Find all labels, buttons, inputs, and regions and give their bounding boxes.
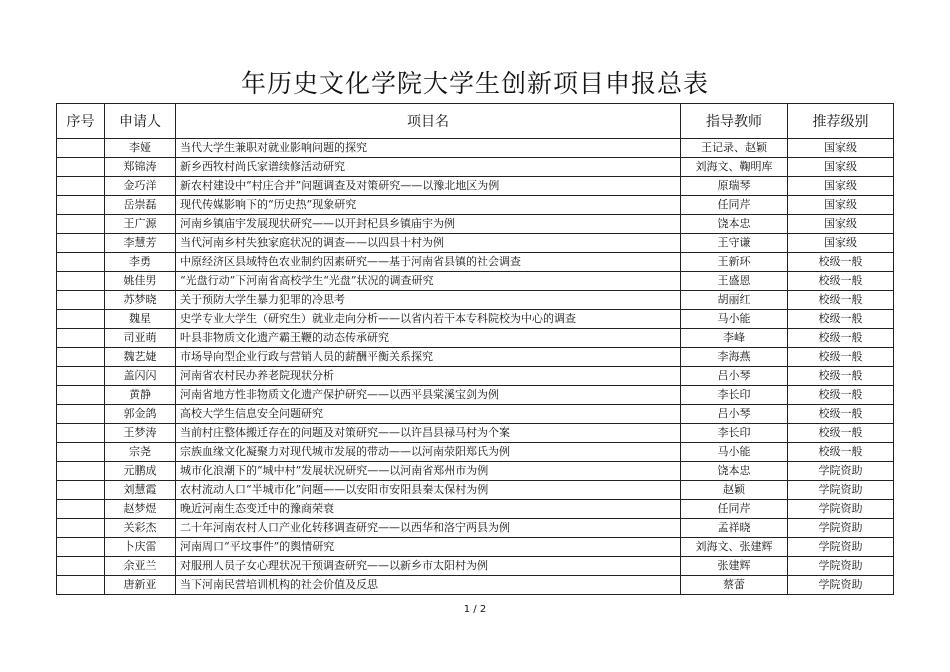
applicant-name: 余亚兰	[105, 557, 176, 576]
row-number	[57, 139, 105, 158]
advisor-name: 吕小琴	[681, 405, 788, 424]
advisor-name: 马小能	[681, 310, 788, 329]
recommend-level: 国家级	[788, 196, 894, 215]
applicant-name: 盖闪闪	[105, 367, 176, 386]
project-table	[56, 103, 894, 595]
applicant-name: 唐新亚	[105, 576, 176, 595]
table-row	[57, 443, 894, 462]
project-name: 晚近河南生态变迁中的豫商荣衰	[176, 500, 681, 519]
advisor-name: 王守谦	[681, 234, 788, 253]
row-number	[57, 253, 105, 272]
project-name: 河南乡镇庙宇发展现状研究——以开封杞县乡镇庙宇为例	[176, 215, 681, 234]
recommend-level: 学院资助	[788, 519, 894, 538]
project-name: 农村流动人口“半城市化”问题——以安阳市安阳县秦太保村为例	[176, 481, 681, 500]
header-level: 推荐级别	[788, 104, 894, 139]
applicant-name: 郭金鸽	[105, 405, 176, 424]
row-number	[57, 443, 105, 462]
advisor-name: 原瑞琴	[681, 177, 788, 196]
row-number	[57, 519, 105, 538]
applicant-name: 姚佳男	[105, 272, 176, 291]
row-number	[57, 576, 105, 595]
header-applicant: 申请人	[105, 104, 176, 139]
recommend-level: 国家级	[788, 234, 894, 253]
row-number	[57, 462, 105, 481]
advisor-name: 吕小琴	[681, 367, 788, 386]
table-row	[57, 462, 894, 481]
table-row	[57, 481, 894, 500]
advisor-name: 李峰	[681, 329, 788, 348]
table-row	[57, 139, 894, 158]
advisor-name: 饶本忠	[681, 215, 788, 234]
row-number	[57, 177, 105, 196]
row-number	[57, 557, 105, 576]
recommend-level: 国家级	[788, 158, 894, 177]
header-no: 序号	[57, 104, 105, 139]
project-name: 河南省地方性非物质文化遗产保护研究——以西平县棠溪宝剑为例	[176, 386, 681, 405]
applicant-name: 宗尧	[105, 443, 176, 462]
advisor-name: 任同芹	[681, 500, 788, 519]
row-number	[57, 196, 105, 215]
recommend-level: 国家级	[788, 177, 894, 196]
row-number	[57, 291, 105, 310]
recommend-level: 校级一般	[788, 310, 894, 329]
page-title: 年历史文化学院大学生创新项目申报总表	[240, 69, 709, 98]
project-name: 新农村建设中“村庄合并”问题调查及对策研究——以豫北地区为例	[176, 177, 681, 196]
row-number	[57, 215, 105, 234]
table-row	[57, 519, 894, 538]
project-name: 当代河南乡村失独家庭状况的调查——以四县十村为例	[176, 234, 681, 253]
applicant-name: 李勇	[105, 253, 176, 272]
table-header-row	[57, 104, 894, 139]
recommend-level: 校级一般	[788, 405, 894, 424]
row-number	[57, 329, 105, 348]
applicant-name: 金巧洋	[105, 177, 176, 196]
recommend-level: 学院资助	[788, 481, 894, 500]
row-number	[57, 367, 105, 386]
project-name: 当代大学生兼职对就业影响问题的探究	[176, 139, 681, 158]
applicant-name: 赵梦煜	[105, 500, 176, 519]
project-name: 高校大学生信息安全问题研究	[176, 405, 681, 424]
row-number	[57, 234, 105, 253]
advisor-name: 李海燕	[681, 348, 788, 367]
recommend-level: 校级一般	[788, 291, 894, 310]
recommend-level: 校级一般	[788, 272, 894, 291]
table-row	[57, 196, 894, 215]
row-number	[57, 386, 105, 405]
applicant-name: 魏星	[105, 310, 176, 329]
header-project: 项目名	[176, 104, 681, 139]
advisor-name: 赵颖	[681, 481, 788, 500]
row-number	[57, 348, 105, 367]
advisor-name: 王记录、赵颖	[681, 139, 788, 158]
project-name: 宗族血缘文化凝聚力对现代城市发展的带动——以河南荥阳郑氏为例	[176, 443, 681, 462]
project-name: 对服刑人员子女心理状况干预调查研究——以新乡市太阳村为例	[176, 557, 681, 576]
recommend-level: 学院资助	[788, 576, 894, 595]
advisor-name: 胡丽红	[681, 291, 788, 310]
recommend-level: 校级一般	[788, 367, 894, 386]
table-row	[57, 538, 894, 557]
applicant-name: 卜庆雷	[105, 538, 176, 557]
applicant-name: 黄静	[105, 386, 176, 405]
project-name: 现代传媒影响下的“历史热”现象研究	[176, 196, 681, 215]
row-number	[57, 272, 105, 291]
recommend-level: 学院资助	[788, 538, 894, 557]
advisor-name: 刘海文、张建辉	[681, 538, 788, 557]
table-row	[57, 405, 894, 424]
advisor-name: 蔡蕾	[681, 576, 788, 595]
applicant-name: 王梦涛	[105, 424, 176, 443]
table-row	[57, 329, 894, 348]
project-name: 史学专业大学生（研究生）就业走向分析——以省内若干本专科院校为中心的调查	[176, 310, 681, 329]
advisor-name: 王新环	[681, 253, 788, 272]
table-row	[57, 310, 894, 329]
table-row	[57, 253, 894, 272]
advisor-name: 张建辉	[681, 557, 788, 576]
project-name: 叶县非物质文化遗产霸王鞭的动态传承研究	[176, 329, 681, 348]
advisor-name: 饶本忠	[681, 462, 788, 481]
applicant-name: 岳崇磊	[105, 196, 176, 215]
advisor-name: 刘海文、鞠明库	[681, 158, 788, 177]
table-row	[57, 557, 894, 576]
applicant-name: 魏艺婕	[105, 348, 176, 367]
advisor-name: 李长印	[681, 386, 788, 405]
table-row	[57, 272, 894, 291]
applicant-name: 苏梦晓	[105, 291, 176, 310]
recommend-level: 校级一般	[788, 424, 894, 443]
recommend-level: 学院资助	[788, 500, 894, 519]
table-row	[57, 177, 894, 196]
project-name: 关于预防大学生暴力犯罪的冷思考	[176, 291, 681, 310]
row-number	[57, 538, 105, 557]
row-number	[57, 310, 105, 329]
recommend-level: 国家级	[788, 215, 894, 234]
recommend-level: 校级一般	[788, 329, 894, 348]
row-number	[57, 158, 105, 177]
table-row	[57, 386, 894, 405]
table-row	[57, 291, 894, 310]
table-row	[57, 424, 894, 443]
project-name: 城市化浪潮下的“城中村”发展状况研究——以河南省郑州市为例	[176, 462, 681, 481]
recommend-level: 国家级	[788, 139, 894, 158]
advisor-name: 李长印	[681, 424, 788, 443]
table-row	[57, 576, 894, 595]
recommend-level: 校级一般	[788, 443, 894, 462]
applicant-name: 刘慧霞	[105, 481, 176, 500]
recommend-level: 校级一般	[788, 348, 894, 367]
applicant-name: 李慧芳	[105, 234, 176, 253]
project-name: 当前村庄整体搬迁存在的问题及对策研究——以许昌县禄马村为个案	[176, 424, 681, 443]
table-row	[57, 215, 894, 234]
row-number	[57, 500, 105, 519]
recommend-level: 校级一般	[788, 386, 894, 405]
project-name: 河南周口“平坟事件”的舆情研究	[176, 538, 681, 557]
row-number	[57, 405, 105, 424]
applicant-name: 王广源	[105, 215, 176, 234]
project-name: “光盘行动”下河南省高校学生“光盘”状况的调查研究	[176, 272, 681, 291]
applicant-name: 关彩杰	[105, 519, 176, 538]
row-number	[57, 424, 105, 443]
table-row	[57, 234, 894, 253]
table-body	[57, 139, 894, 595]
project-name: 中原经济区县域特色农业制约因素研究——基于河南省县镇的社会调查	[176, 253, 681, 272]
table-row	[57, 367, 894, 386]
recommend-level: 校级一般	[788, 253, 894, 272]
applicant-name: 司亚萌	[105, 329, 176, 348]
table-row	[57, 500, 894, 519]
advisor-name: 马小能	[681, 443, 788, 462]
project-name: 河南省农村民办养老院现状分析	[176, 367, 681, 386]
row-number	[57, 481, 105, 500]
advisor-name: 任同芹	[681, 196, 788, 215]
advisor-name: 王盛恩	[681, 272, 788, 291]
project-name: 二十年河南农村人口产业化转移调查研究——以西华和洛宁两县为例	[176, 519, 681, 538]
applicant-name: 元鹏成	[105, 462, 176, 481]
project-name: 新乡西牧村尚氏家谱续修活动研究	[176, 158, 681, 177]
applicant-name: 郑锦涛	[105, 158, 176, 177]
table-row	[57, 348, 894, 367]
page-indicator: 1 / 2	[463, 604, 487, 615]
recommend-level: 学院资助	[788, 557, 894, 576]
advisor-name: 孟祥晓	[681, 519, 788, 538]
recommend-level: 学院资助	[788, 462, 894, 481]
project-name: 当下河南民营培训机构的社会价值及反思	[176, 576, 681, 595]
header-advisor: 指导教师	[681, 104, 788, 139]
project-name: 市场导向型企业行政与营销人员的薪酬平衡关系探究	[176, 348, 681, 367]
table-row	[57, 158, 894, 177]
applicant-name: 李娅	[105, 139, 176, 158]
